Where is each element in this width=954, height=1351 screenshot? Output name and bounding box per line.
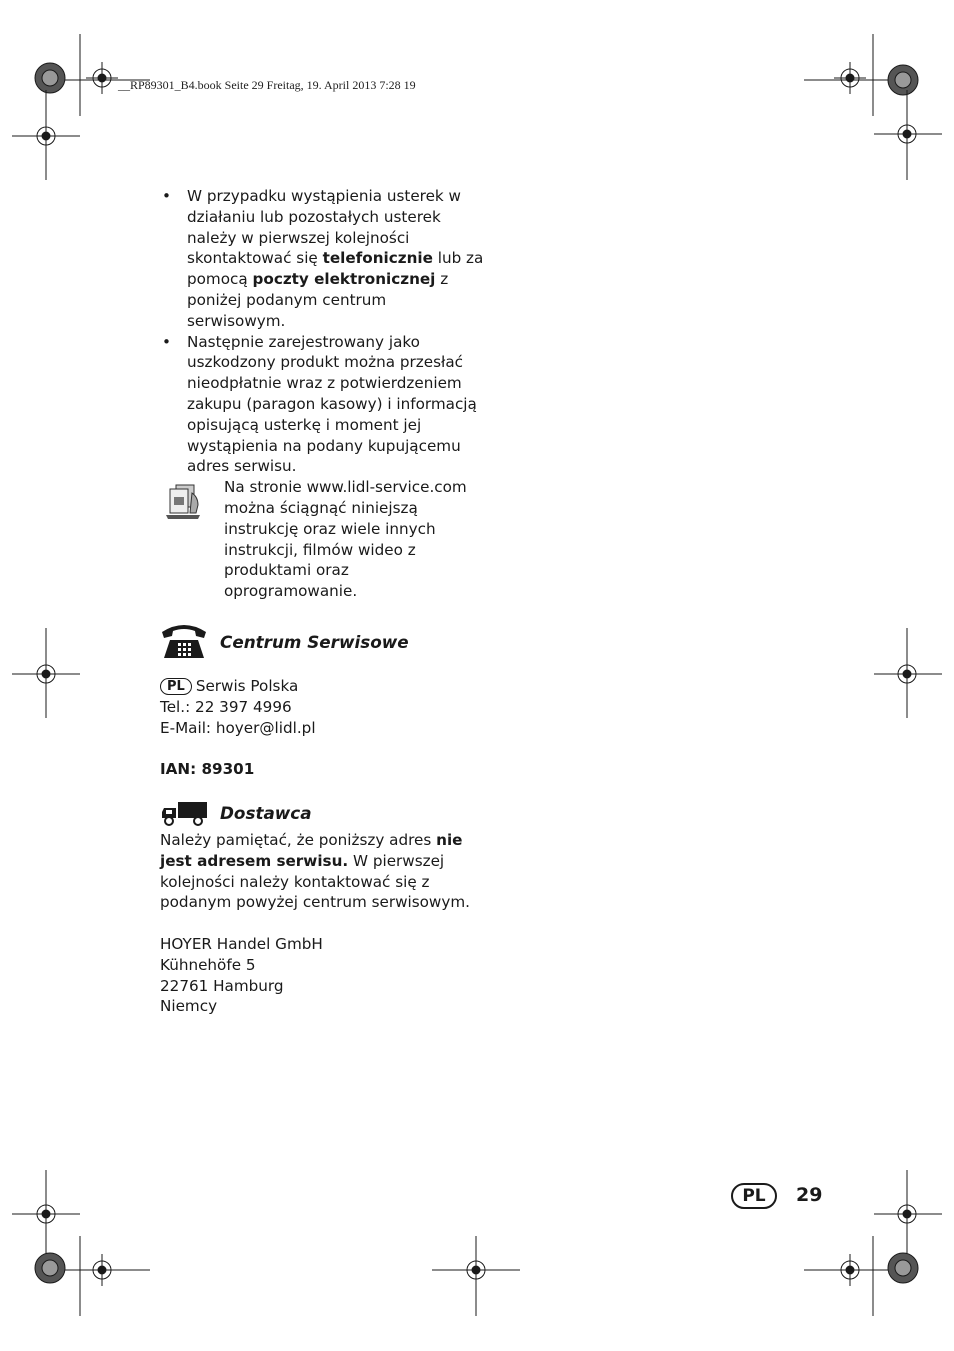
download-note: Na stronie www.lidl-service.com można ściągnąć niniejszą instrukcję oraz wiele innych instrukcji, filmów wideo z produktami oraz oprogramowanie. <box>160 477 485 602</box>
service-email: E-Mail: hoyer@lidl.pl <box>160 718 316 737</box>
service-phone: Tel.: 22 397 4996 <box>160 697 292 716</box>
document-hand-icon <box>162 483 206 521</box>
service-center-heading <box>160 618 485 662</box>
print-header-line: __RP89301_B4.book Seite 29 Freitag, 19. April 2013 7:28 19 <box>118 78 416 92</box>
truck-icon <box>160 800 208 826</box>
telephone-icon <box>160 622 208 660</box>
supplier-heading <box>160 800 485 830</box>
bullet-dot: • <box>162 332 171 351</box>
section-title: Centrum Serwisowe <box>220 631 409 652</box>
list-item: • W przypadku wystąpienia usterek w działaniu lub pozostałych usterek należy w pierwszej kolejności skontaktować się telefonicznie lub za pomocą poczty elektronicznej z poniżej podanym centrum serwisowym. <box>162 187 484 330</box>
service-name: Serwis Polska <box>195 676 299 695</box>
section-title: Dostawca <box>220 802 312 823</box>
list-item: • Następnie zarejestrowany jako uszkodzony produkt można przesłać nieodpłatnie wraz z potwierdzeniem zakupu (paragon kasowy) i informacją opisującą usterkę i moment jej wystąpienia na podany kupującemu adres serwisu. <box>162 332 477 476</box>
page-number: 29 <box>796 1184 823 1206</box>
supplier-address: HOYER Handel GmbH Kühnehöfe 5 22761 Hamburg Niemcy <box>160 934 323 1016</box>
country-badge: PL <box>160 678 192 695</box>
language-badge: PL <box>731 1183 777 1209</box>
supplier-notice: Należy pamiętać, że poniższy adres nie jest adresem serwisu. W pierwszej kolejności należy kontaktować się z podanym powyżej centrum serwisowym. <box>160 830 470 912</box>
ian-number: IAN: 89301 <box>160 760 255 779</box>
content-column <box>160 186 485 1017</box>
service-contact <box>160 676 485 738</box>
bullet-dot: • <box>162 187 171 205</box>
